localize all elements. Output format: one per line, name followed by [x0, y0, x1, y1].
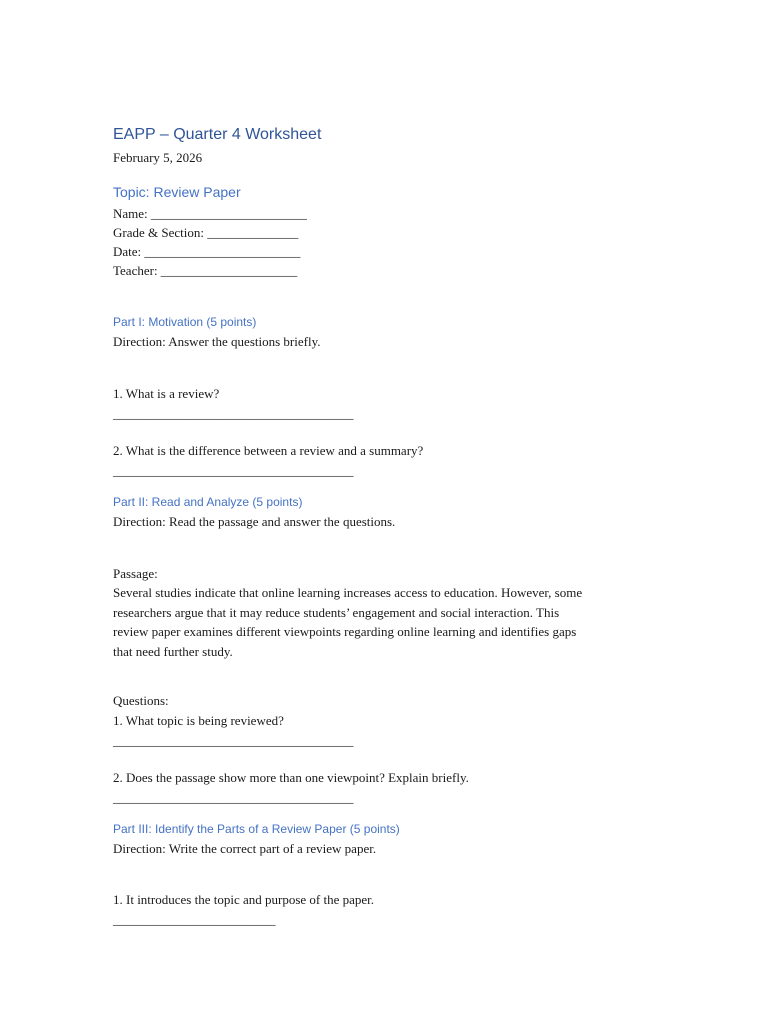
part2-answer-line-2: _____________________________________ [113, 790, 354, 805]
passage-line: Several studies indicate that online learning increases access to education. However, some [113, 585, 583, 600]
date-field: Date: ________________________ [113, 244, 301, 259]
worksheet-date: February 5, 2026 [113, 150, 203, 165]
passage-line: that need further study. [113, 643, 233, 659]
passage-line: review paper examines different viewpoints regarding online learning and identifies gaps [113, 624, 577, 639]
part2-direction: Direction: Read the passage and answer the questions. [113, 514, 396, 529]
topic-heading: Topic: Review Paper [113, 184, 241, 200]
part1-answer-line-2: _____________________________________ [113, 463, 354, 478]
part1-question-2: 2. What is the difference between a review and a summary? [113, 443, 424, 458]
part3-heading: Part III: Identify the Parts of a Review Paper (5 points) [113, 822, 400, 836]
name-field: Name: ________________________ [113, 206, 307, 221]
part1-question-1: 1. What is a review? [113, 386, 220, 401]
passage-text [113, 583, 653, 661]
part3-answer-line-1: _________________________ [113, 912, 276, 927]
questions-label: Questions: [113, 693, 169, 708]
part2-question-1: 1. What topic is being reviewed? [113, 713, 284, 728]
part3-question-1: 1. It introduces the topic and purpose of the paper. [113, 892, 375, 907]
passage-label: Passage: [113, 566, 158, 581]
part2-question-2: 2. Does the passage show more than one viewpoint? Explain briefly. [113, 770, 469, 785]
part1-direction: Direction: Answer the questions briefly. [113, 334, 321, 349]
teacher-field: Teacher: _____________________ [113, 263, 298, 278]
part1-heading: Part I: Motivation (5 points) [113, 315, 257, 329]
passage-line: researchers argue that it may reduce students’ engagement and social interaction. This [113, 604, 560, 620]
part1-answer-line-1: _____________________________________ [113, 406, 354, 421]
part2-heading: Part II: Read and Analyze (5 points) [113, 495, 303, 509]
part3-direction: Direction: Write the correct part of a review paper. [113, 841, 377, 856]
worksheet-title: EAPP – Quarter 4 Worksheet [113, 126, 322, 143]
part2-answer-line-1: _____________________________________ [113, 733, 354, 748]
grade-section-field: Grade & Section: ______________ [113, 225, 299, 240]
